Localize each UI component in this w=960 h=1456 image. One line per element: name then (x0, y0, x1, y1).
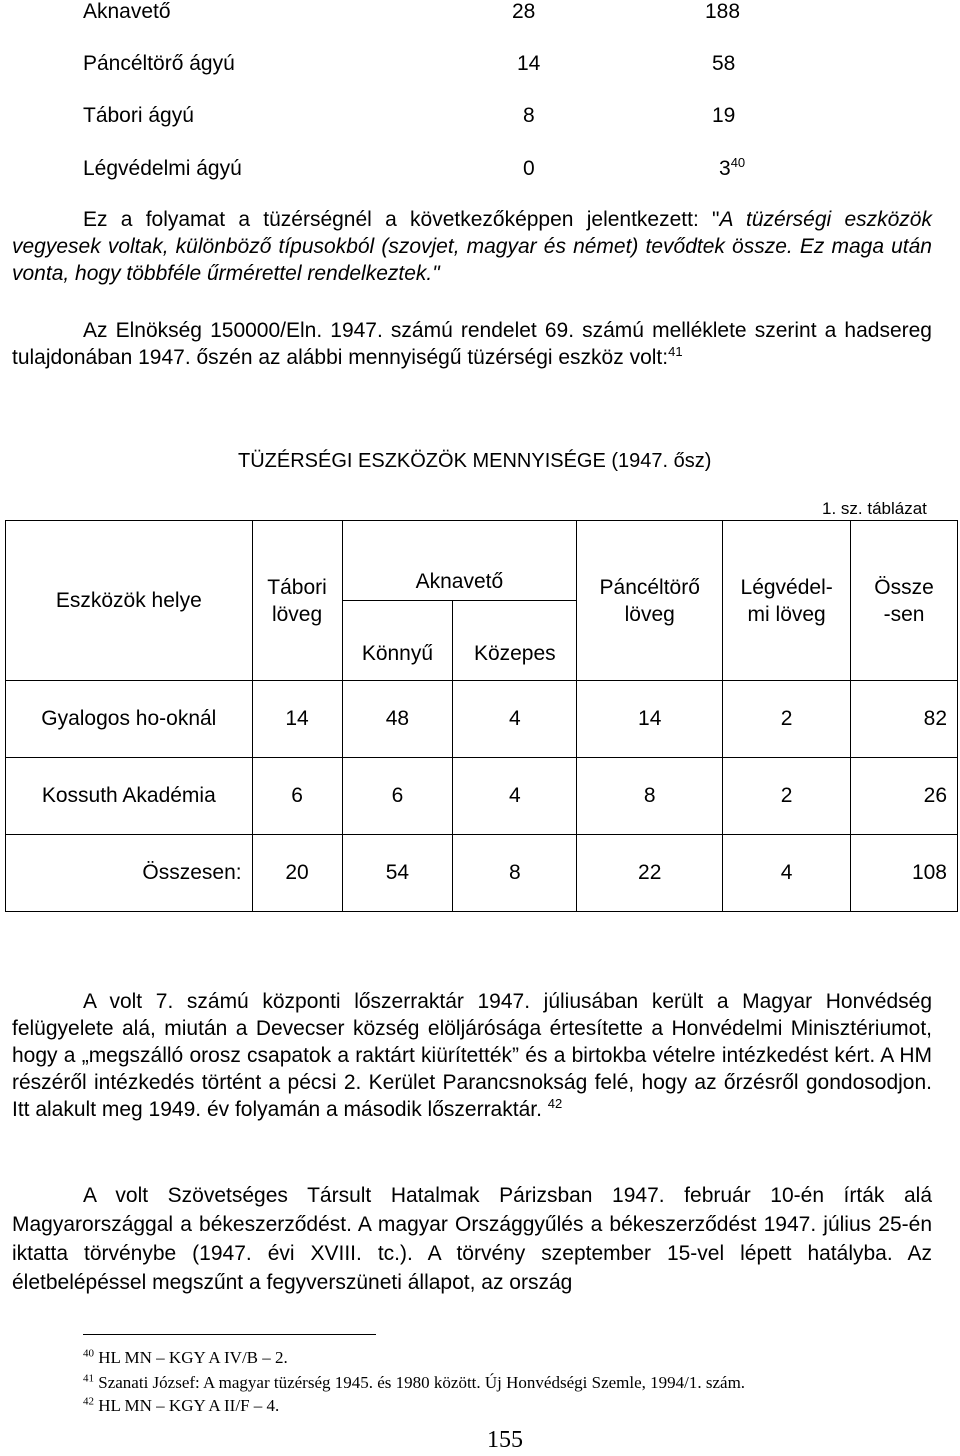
cell: 4 (453, 681, 577, 758)
row-place: Kossuth Akadémia (6, 758, 253, 835)
header-anti-aircraft: Légvédel- mi löveg (723, 521, 851, 681)
list-item-name: Páncéltörő ágyú (83, 52, 235, 75)
footnote: $^{42}$ HL MN – KGY A II/F – 4. (83, 1395, 280, 1415)
row-place: Összesen: (6, 835, 253, 912)
paragraph-peace-treaty (12, 1181, 932, 1297)
table-title: TÜZÉRSÉGI ESZKÖZÖK MENNYISÉGE (1947. ősz) (238, 450, 712, 472)
cell: 26 (851, 758, 958, 835)
footnote-ref: 41 (668, 344, 683, 359)
footnote-ref: 42 (547, 1096, 563, 1111)
cell: 8 (577, 758, 723, 835)
list-item-value-a: 14 (517, 52, 541, 75)
header-mortar: Aknavető (342, 521, 577, 601)
cell: 22 (577, 835, 723, 912)
list-item-value-b: 58 (712, 52, 736, 75)
header-total: Össze -sen (851, 521, 958, 681)
cell: 6 (342, 758, 453, 835)
paragraph-text: A volt Szövetséges Társult Hatalmak Párizsban 1947. február 10-én írták alá Magyarországgal a békeszerződést. A magyar Országgyűlés a békeszerződést 1947. július 25-én iktatta törvénybe (1947. évi XVIII. tc.). A törvény szeptember 15-vel lépett hatályba. Az életbelépéssel megszűnt a fegyverszüneti állapot, az ország (12, 1184, 932, 1294)
cell: 4 (453, 758, 577, 835)
table-row (6, 835, 958, 912)
cell: 20 (252, 835, 342, 912)
cell: 48 (342, 681, 453, 758)
list-item-value-a: 8 (523, 104, 535, 127)
cell: 82 (851, 681, 958, 758)
cell: 4 (723, 835, 851, 912)
cell: 14 (577, 681, 723, 758)
table-label: 1. sz. táblázat (822, 499, 927, 518)
cell: 54 (342, 835, 453, 912)
paragraph-decree (12, 317, 932, 371)
paragraph-lead: Ez a folyamat a tüzérségnél a következőképpen jelentkezett: " (83, 208, 720, 231)
cell: 2 (723, 758, 851, 835)
header-light: Könnyű (342, 601, 453, 681)
list-item-value-b: 19 (712, 104, 736, 127)
header-antitank: Páncéltörő löveg (577, 521, 723, 681)
row-place: Gyalogos ho-oknál (6, 681, 253, 758)
cell: 108 (851, 835, 958, 912)
cell: 2 (723, 681, 851, 758)
list-item-value-a: 28 (512, 0, 536, 23)
artillery-table (5, 520, 958, 912)
cell: 14 (252, 681, 342, 758)
header-medium: Közepes (453, 601, 577, 681)
header-field-gun: Tábori löveg (252, 521, 342, 681)
cell: 8 (453, 835, 577, 912)
list-item-value-b: 188 (705, 0, 741, 23)
list-item-name: Tábori ágyú (83, 104, 194, 127)
paragraph-quote-end: " (432, 262, 440, 285)
footnote: $^{41}$ Szanati József: A magyar tüzérség 1945. és 1980 között. Új Honvédségi Szemle, 1994/1. szám. (83, 1372, 746, 1392)
footnote-separator (83, 1334, 376, 1335)
header-place: Eszközök helye (6, 521, 253, 681)
paragraph-quote: A tüzérségi eszközök vegyesek voltak, különböző típusokból (szovjet, magyar és német) tevődtek össze. Ez maga után vonta, hogy többféle űrmérettel rendelkeztek. (12, 208, 932, 285)
list-item-name: Aknavető (83, 0, 171, 23)
list-item-value-b: $3^{40}$ (719, 155, 746, 180)
table-row (6, 758, 958, 835)
footnote-ref: 40 (730, 155, 746, 170)
paragraph-artillery-process (12, 206, 932, 287)
cell: 6 (252, 758, 342, 835)
page-number: 155 (487, 1427, 523, 1453)
footnote: $^{40}$ HL MN – KGY A IV/B – 2. (83, 1347, 288, 1367)
list-item-name: Légvédelmi ágyú (83, 157, 242, 180)
paragraph-text: Az Elnökség 150000/Eln. 1947. számú rendelet 69. számú melléklete szerint a hadsereg tulajdonában 1947. őszén az alábbi mennyiségű tüzérségi eszköz volt: (12, 319, 932, 369)
paragraph-text: A volt 7. számú központi lőszerraktár 1947. júliusában került a Magyar Honvédség felügyelete alá, miután a Devecser község elöljárósága értesítette a Honvédelmi Minisztériumot, hogy a „megszálló orosz csapatok a raktárt kiürítették” és a birtokba vételre intézkedést kért. A HM részéről intézkedés történt a pécsi 2. Kerület Parancsnokság felé, hogy az őrzésről gondosodjon. Itt alakult meg 1949. év folyamán a második lőszerraktár. (12, 990, 932, 1121)
list-item-value-a: 0 (523, 157, 535, 180)
paragraph-ammo-depot (12, 988, 932, 1123)
table-row (6, 681, 958, 758)
